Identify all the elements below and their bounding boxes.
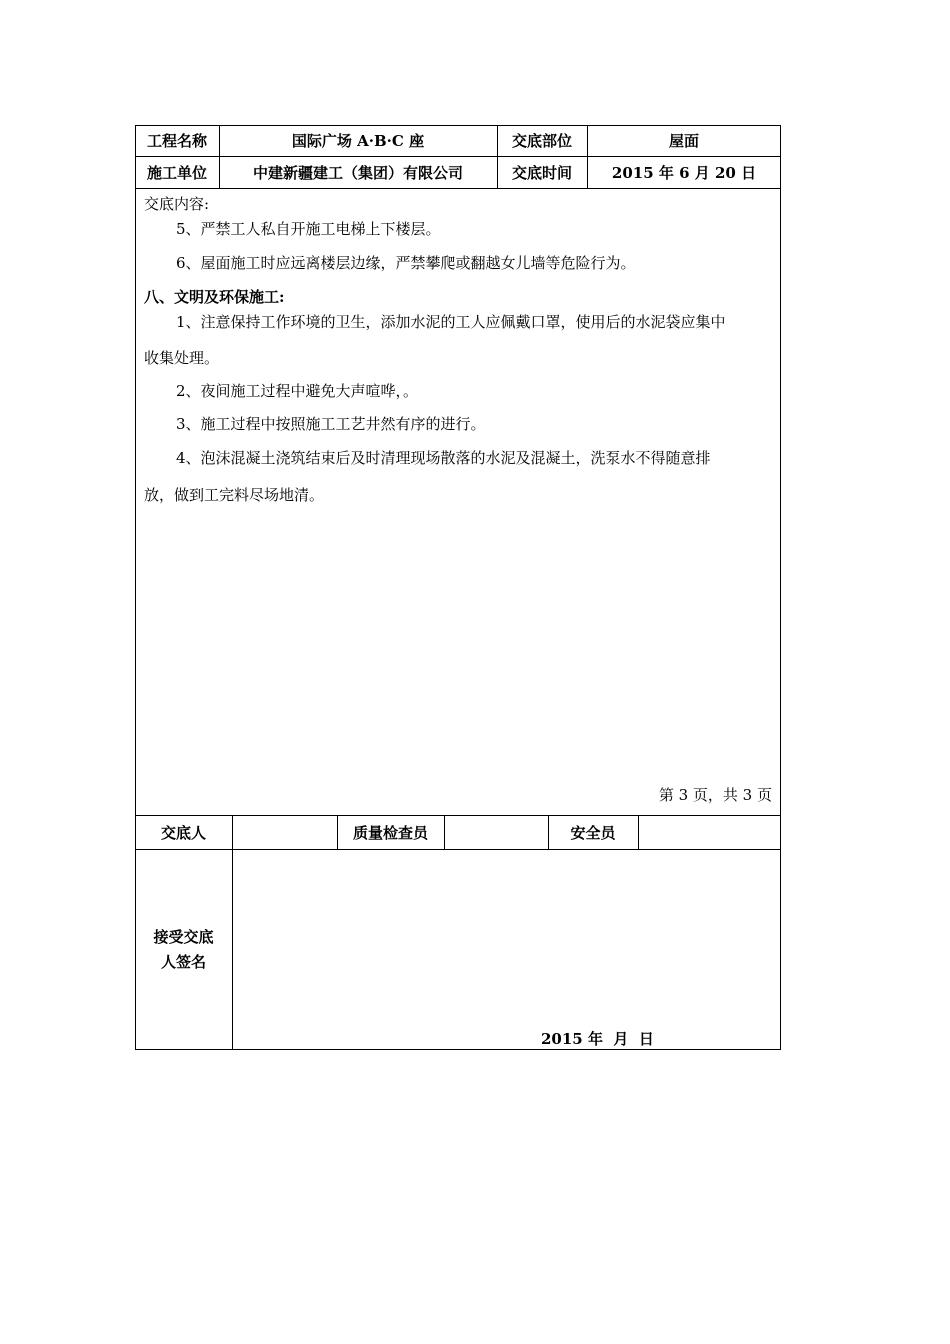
- discloser-label: 交底人: [160, 823, 206, 842]
- location-value: 屋面: [668, 132, 699, 150]
- receiver-label-line2: 人签名: [160, 953, 206, 971]
- receiver-signature-label: [135, 925, 232, 975]
- env-item-4-line1: 4、泡沫混凝土浇筑结束后及时清理现场散落的水泥及混凝土，洗泵水不得随意排: [176, 449, 711, 467]
- row-divider: [135, 188, 781, 189]
- quality-inspector-label: 质量检查员: [352, 823, 428, 842]
- content-item-6: 6、屋面施工时应远离楼层边缘，严禁攀爬或翻越女儿墙等危险行为。: [176, 254, 636, 272]
- content-heading: 交底内容:: [144, 195, 210, 213]
- date-label: 交底时间: [511, 163, 572, 182]
- location-label: 交底部位: [511, 132, 572, 150]
- column-divider: [232, 849, 233, 1050]
- quality-inspector-signature: [444, 815, 548, 849]
- env-item-1-line1: 1、注意保持工作环境的卫生，添加水泥的工人应佩戴口罩，使用后的水泥袋应集中: [176, 313, 726, 331]
- content-item-5: 5、严禁工人私自开施工电梯上下楼层。: [176, 220, 441, 238]
- receiver-label-line1: 接受交底: [153, 928, 214, 946]
- sign-date: 2015 年 月 日: [541, 1030, 654, 1048]
- env-item-2: 2、夜间施工过程中避免大声喧哗，。: [176, 382, 419, 400]
- safety-officer-signature: [638, 815, 781, 849]
- date-value: 2015 年 6 月 20 日: [611, 163, 757, 182]
- env-item-1-line2: 收集处理。: [144, 349, 220, 367]
- env-item-4-line2: 放，做到工完料尽场地清。: [144, 486, 325, 504]
- project-name-value: 国际广场 A·B·C 座: [291, 132, 425, 150]
- section-heading: 八、文明及环保施工:: [144, 288, 285, 306]
- page-number: 第 3 页，共 3 页: [658, 786, 772, 804]
- project-name-label: 工程名称: [146, 132, 207, 150]
- contractor-label: 施工单位: [146, 163, 207, 182]
- discloser-signature: [232, 815, 337, 849]
- env-item-3: 3、施工过程中按照施工工艺井然有序的进行。: [176, 415, 486, 433]
- contractor-value: 中建新疆建工（集团）有限公司: [252, 163, 463, 182]
- safety-officer-label: 安全员: [570, 823, 616, 842]
